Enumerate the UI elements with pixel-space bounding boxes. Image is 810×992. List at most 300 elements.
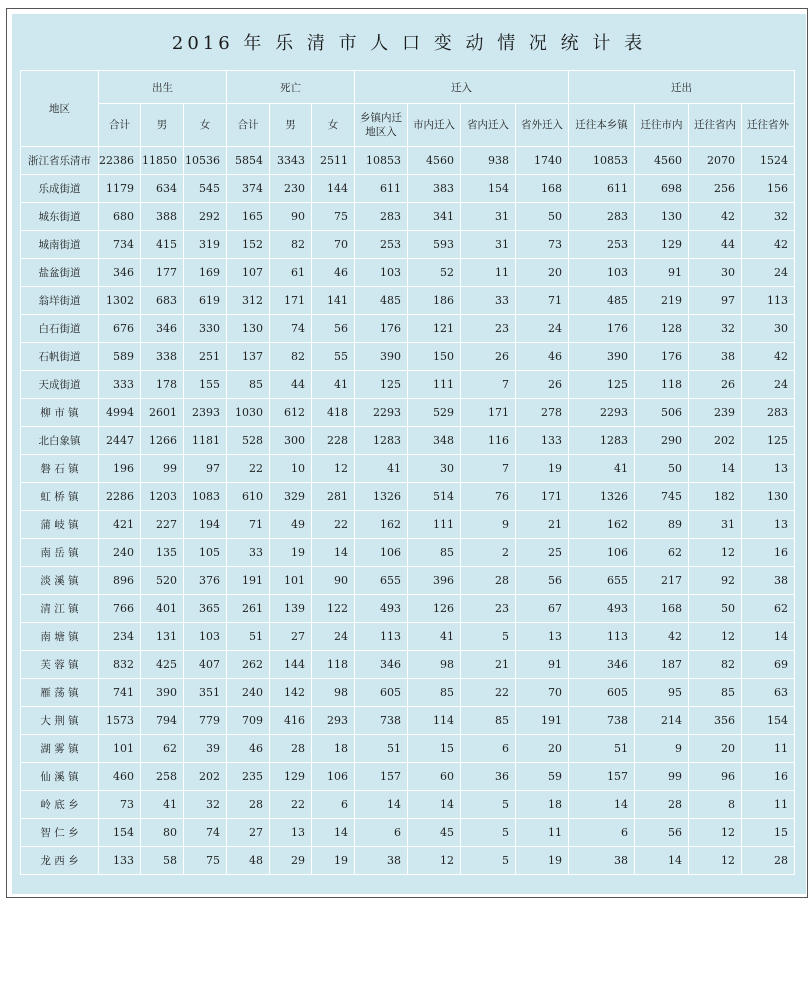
value-cell: 111 — [408, 511, 461, 539]
value-cell: 22386 — [99, 147, 141, 175]
header-in-province: 省内迁入 — [461, 104, 516, 147]
header-moved-out: 迁出 — [569, 71, 795, 104]
value-cell: 62 — [635, 539, 689, 567]
table-row — [21, 427, 795, 455]
region-cell: 盐盆街道 — [21, 259, 99, 287]
region-cell: 天成街道 — [21, 371, 99, 399]
value-cell: 31 — [461, 203, 516, 231]
value-cell: 239 — [689, 399, 742, 427]
value-cell: 27 — [227, 819, 270, 847]
value-cell: 118 — [635, 371, 689, 399]
value-cell: 202 — [184, 763, 227, 791]
value-cell: 56 — [635, 819, 689, 847]
value-cell: 92 — [689, 567, 742, 595]
value-cell: 19 — [516, 455, 569, 483]
table-row — [21, 539, 795, 567]
value-cell: 1326 — [569, 483, 635, 511]
value-cell: 698 — [635, 175, 689, 203]
value-cell: 42 — [742, 343, 795, 371]
value-cell: 156 — [742, 175, 795, 203]
header-births-male: 男 — [141, 104, 184, 147]
region-cell: 南 塘 镇 — [21, 623, 99, 651]
region-cell: 岭 底 乡 — [21, 791, 99, 819]
value-cell: 24 — [742, 371, 795, 399]
value-cell: 69 — [742, 651, 795, 679]
value-cell: 19 — [312, 847, 355, 875]
table-row — [21, 483, 795, 511]
value-cell: 1030 — [227, 399, 270, 427]
value-cell: 6 — [355, 819, 408, 847]
value-cell: 20 — [516, 735, 569, 763]
value-cell: 351 — [184, 679, 227, 707]
value-cell: 25 — [516, 539, 569, 567]
value-cell: 676 — [99, 315, 141, 343]
value-cell: 131 — [141, 623, 184, 651]
value-cell: 122 — [312, 595, 355, 623]
value-cell: 346 — [141, 315, 184, 343]
region-cell: 磐 石 镇 — [21, 455, 99, 483]
value-cell: 292 — [184, 203, 227, 231]
value-cell: 258 — [141, 763, 184, 791]
value-cell: 3343 — [270, 147, 312, 175]
value-cell: 528 — [227, 427, 270, 455]
value-cell: 142 — [270, 679, 312, 707]
value-cell: 28 — [635, 791, 689, 819]
value-cell: 4560 — [635, 147, 689, 175]
value-cell: 356 — [689, 707, 742, 735]
value-cell: 383 — [408, 175, 461, 203]
value-cell: 766 — [99, 595, 141, 623]
value-cell: 219 — [635, 287, 689, 315]
header-deaths: 死亡 — [227, 71, 355, 104]
value-cell: 44 — [689, 231, 742, 259]
value-cell: 46 — [312, 259, 355, 287]
value-cell: 738 — [355, 707, 408, 735]
value-cell: 634 — [141, 175, 184, 203]
value-cell: 938 — [461, 147, 516, 175]
value-cell: 73 — [99, 791, 141, 819]
value-cell: 31 — [689, 511, 742, 539]
table-row — [21, 763, 795, 791]
value-cell: 374 — [227, 175, 270, 203]
value-cell: 1283 — [355, 427, 408, 455]
value-cell: 14 — [312, 819, 355, 847]
value-cell: 460 — [99, 763, 141, 791]
value-cell: 26 — [689, 371, 742, 399]
value-cell: 22 — [270, 791, 312, 819]
value-cell: 129 — [635, 231, 689, 259]
value-cell: 139 — [270, 595, 312, 623]
value-cell: 129 — [270, 763, 312, 791]
value-cell: 1573 — [99, 707, 141, 735]
value-cell: 1524 — [742, 147, 795, 175]
value-cell: 1179 — [99, 175, 141, 203]
value-cell: 32 — [689, 315, 742, 343]
value-cell: 191 — [516, 707, 569, 735]
value-cell: 71 — [227, 511, 270, 539]
value-cell: 101 — [99, 735, 141, 763]
value-cell: 91 — [516, 651, 569, 679]
value-cell: 5 — [461, 819, 516, 847]
value-cell: 21 — [461, 651, 516, 679]
value-cell: 157 — [355, 763, 408, 791]
value-cell: 26 — [516, 371, 569, 399]
value-cell: 24 — [312, 623, 355, 651]
value-cell: 13 — [516, 623, 569, 651]
value-cell: 75 — [184, 847, 227, 875]
table-row — [21, 315, 795, 343]
value-cell: 396 — [408, 567, 461, 595]
value-cell: 418 — [312, 399, 355, 427]
value-cell: 256 — [689, 175, 742, 203]
value-cell: 12 — [312, 455, 355, 483]
value-cell: 5 — [461, 623, 516, 651]
value-cell: 38 — [689, 343, 742, 371]
region-cell: 乐成街道 — [21, 175, 99, 203]
value-cell: 19 — [516, 847, 569, 875]
value-cell: 41 — [141, 791, 184, 819]
table-row — [21, 455, 795, 483]
value-cell: 605 — [569, 679, 635, 707]
value-cell: 235 — [227, 763, 270, 791]
value-cell: 133 — [516, 427, 569, 455]
table-row — [21, 231, 795, 259]
value-cell: 118 — [312, 651, 355, 679]
value-cell: 76 — [461, 483, 516, 511]
value-cell: 178 — [141, 371, 184, 399]
value-cell: 2511 — [312, 147, 355, 175]
value-cell: 23 — [461, 595, 516, 623]
value-cell: 14 — [312, 539, 355, 567]
header-deaths-total: 合计 — [227, 104, 270, 147]
value-cell: 22 — [227, 455, 270, 483]
value-cell: 214 — [635, 707, 689, 735]
value-cell: 240 — [227, 679, 270, 707]
value-cell: 11 — [742, 735, 795, 763]
value-cell: 171 — [461, 399, 516, 427]
value-cell: 12 — [689, 623, 742, 651]
value-cell: 485 — [355, 287, 408, 315]
value-cell: 619 — [184, 287, 227, 315]
header-in-city: 市内迁入 — [408, 104, 461, 147]
table-row — [21, 623, 795, 651]
value-cell: 46 — [227, 735, 270, 763]
value-cell: 493 — [355, 595, 408, 623]
table-row — [21, 371, 795, 399]
value-cell: 98 — [408, 651, 461, 679]
region-cell: 雁 荡 镇 — [21, 679, 99, 707]
region-cell: 淡 溪 镇 — [21, 567, 99, 595]
value-cell: 176 — [569, 315, 635, 343]
value-cell: 95 — [635, 679, 689, 707]
value-cell: 196 — [99, 455, 141, 483]
value-cell: 300 — [270, 427, 312, 455]
value-cell: 14 — [689, 455, 742, 483]
value-cell: 80 — [141, 819, 184, 847]
value-cell: 401 — [141, 595, 184, 623]
value-cell: 390 — [141, 679, 184, 707]
value-cell: 10536 — [184, 147, 227, 175]
value-cell: 611 — [569, 175, 635, 203]
value-cell: 1203 — [141, 483, 184, 511]
value-cell: 319 — [184, 231, 227, 259]
header-births-total: 合计 — [99, 104, 141, 147]
value-cell: 194 — [184, 511, 227, 539]
value-cell: 655 — [569, 567, 635, 595]
value-cell: 18 — [516, 791, 569, 819]
value-cell: 10853 — [355, 147, 408, 175]
value-cell: 11 — [516, 819, 569, 847]
value-cell: 141 — [312, 287, 355, 315]
value-cell: 177 — [141, 259, 184, 287]
value-cell: 152 — [227, 231, 270, 259]
value-cell: 85 — [461, 707, 516, 735]
region-cell: 浙江省乐清市 — [21, 147, 99, 175]
value-cell: 2293 — [355, 399, 408, 427]
value-cell: 62 — [742, 595, 795, 623]
value-cell: 745 — [635, 483, 689, 511]
value-cell: 2 — [461, 539, 516, 567]
value-cell: 90 — [270, 203, 312, 231]
value-cell: 15 — [742, 819, 795, 847]
population-change-table — [20, 70, 795, 875]
value-cell: 48 — [227, 847, 270, 875]
value-cell: 253 — [355, 231, 408, 259]
value-cell: 283 — [569, 203, 635, 231]
table-row — [21, 203, 795, 231]
value-cell: 7 — [461, 455, 516, 483]
value-cell: 155 — [184, 371, 227, 399]
value-cell: 281 — [312, 483, 355, 511]
value-cell: 9 — [635, 735, 689, 763]
header-out-city: 迁往市内 — [635, 104, 689, 147]
value-cell: 41 — [408, 623, 461, 651]
value-cell: 8 — [689, 791, 742, 819]
value-cell: 262 — [227, 651, 270, 679]
value-cell: 293 — [312, 707, 355, 735]
value-cell: 709 — [227, 707, 270, 735]
value-cell: 39 — [184, 735, 227, 763]
value-cell: 18 — [312, 735, 355, 763]
value-cell: 493 — [569, 595, 635, 623]
value-cell: 2286 — [99, 483, 141, 511]
value-cell: 45 — [408, 819, 461, 847]
value-cell: 42 — [635, 623, 689, 651]
value-cell: 23 — [461, 315, 516, 343]
value-cell: 9 — [461, 511, 516, 539]
page-title: 2016 年 乐 清 市 人 口 变 动 情 况 统 计 表 — [171, 33, 647, 54]
value-cell: 113 — [355, 623, 408, 651]
value-cell: 50 — [689, 595, 742, 623]
value-cell: 63 — [742, 679, 795, 707]
value-cell: 605 — [355, 679, 408, 707]
table-row — [21, 343, 795, 371]
value-cell: 60 — [408, 763, 461, 791]
value-cell: 85 — [689, 679, 742, 707]
region-cell: 仙 溪 镇 — [21, 763, 99, 791]
value-cell: 251 — [184, 343, 227, 371]
value-cell: 168 — [516, 175, 569, 203]
value-cell: 106 — [355, 539, 408, 567]
value-cell: 230 — [270, 175, 312, 203]
value-cell: 14 — [635, 847, 689, 875]
value-cell: 290 — [635, 427, 689, 455]
value-cell: 74 — [270, 315, 312, 343]
value-cell: 261 — [227, 595, 270, 623]
value-cell: 67 — [516, 595, 569, 623]
value-cell: 51 — [227, 623, 270, 651]
value-cell: 529 — [408, 399, 461, 427]
value-cell: 6 — [569, 819, 635, 847]
value-cell: 2447 — [99, 427, 141, 455]
value-cell: 46 — [516, 343, 569, 371]
value-cell: 133 — [99, 847, 141, 875]
header-region: 地区 — [21, 71, 99, 147]
value-cell: 125 — [355, 371, 408, 399]
value-cell: 520 — [141, 567, 184, 595]
region-cell: 柳 市 镇 — [21, 399, 99, 427]
value-cell: 312 — [227, 287, 270, 315]
value-cell: 59 — [516, 763, 569, 791]
value-cell: 98 — [312, 679, 355, 707]
value-cell: 741 — [99, 679, 141, 707]
value-cell: 346 — [355, 651, 408, 679]
value-cell: 28 — [461, 567, 516, 595]
value-cell: 376 — [184, 567, 227, 595]
header-births-female: 女 — [184, 104, 227, 147]
value-cell: 154 — [99, 819, 141, 847]
value-cell: 20 — [516, 259, 569, 287]
value-cell: 42 — [742, 231, 795, 259]
value-cell: 125 — [569, 371, 635, 399]
value-cell: 7 — [461, 371, 516, 399]
value-cell: 338 — [141, 343, 184, 371]
value-cell: 130 — [742, 483, 795, 511]
value-cell: 217 — [635, 567, 689, 595]
value-cell: 416 — [270, 707, 312, 735]
table-row — [21, 595, 795, 623]
value-cell: 154 — [742, 707, 795, 735]
value-cell: 12 — [689, 539, 742, 567]
value-cell: 28 — [270, 735, 312, 763]
value-cell: 150 — [408, 343, 461, 371]
value-cell: 589 — [99, 343, 141, 371]
region-cell: 芙 蓉 镇 — [21, 651, 99, 679]
value-cell: 14 — [569, 791, 635, 819]
value-cell: 16 — [742, 763, 795, 791]
header-row-groups — [21, 71, 795, 104]
value-cell: 74 — [184, 819, 227, 847]
value-cell: 32 — [742, 203, 795, 231]
value-cell: 33 — [461, 287, 516, 315]
value-cell: 611 — [355, 175, 408, 203]
header-out-township: 迁往本乡镇 — [569, 104, 635, 147]
value-cell: 234 — [99, 623, 141, 651]
value-cell: 5 — [461, 791, 516, 819]
region-cell: 石帆街道 — [21, 343, 99, 371]
value-cell: 106 — [569, 539, 635, 567]
value-cell: 137 — [227, 343, 270, 371]
value-cell: 168 — [635, 595, 689, 623]
value-cell: 58 — [141, 847, 184, 875]
value-cell: 2393 — [184, 399, 227, 427]
value-cell: 13 — [742, 511, 795, 539]
value-cell: 655 — [355, 567, 408, 595]
value-cell: 346 — [569, 651, 635, 679]
value-cell: 610 — [227, 483, 270, 511]
region-cell: 大 荆 镇 — [21, 707, 99, 735]
value-cell: 896 — [99, 567, 141, 595]
region-cell: 白石街道 — [21, 315, 99, 343]
value-cell: 82 — [270, 231, 312, 259]
region-cell: 智 仁 乡 — [21, 819, 99, 847]
table-row — [21, 287, 795, 315]
header-births: 出生 — [99, 71, 227, 104]
value-cell: 545 — [184, 175, 227, 203]
value-cell: 346 — [99, 259, 141, 287]
value-cell: 365 — [184, 595, 227, 623]
header-in-outside: 省外迁入 — [516, 104, 569, 147]
value-cell: 407 — [184, 651, 227, 679]
value-cell: 31 — [461, 231, 516, 259]
value-cell: 85 — [408, 679, 461, 707]
value-cell: 22 — [312, 511, 355, 539]
value-cell: 154 — [461, 175, 516, 203]
table-row — [21, 511, 795, 539]
value-cell: 111 — [408, 371, 461, 399]
value-cell: 30 — [408, 455, 461, 483]
table-header — [21, 71, 795, 147]
value-cell: 14 — [742, 623, 795, 651]
value-cell: 253 — [569, 231, 635, 259]
value-cell: 121 — [408, 315, 461, 343]
value-cell: 71 — [516, 287, 569, 315]
table-row — [21, 707, 795, 735]
value-cell: 103 — [569, 259, 635, 287]
value-cell: 113 — [569, 623, 635, 651]
value-cell: 82 — [270, 343, 312, 371]
value-cell: 202 — [689, 427, 742, 455]
value-cell: 4560 — [408, 147, 461, 175]
table-panel — [12, 14, 806, 894]
value-cell: 99 — [141, 455, 184, 483]
table-row — [21, 735, 795, 763]
value-cell: 421 — [99, 511, 141, 539]
value-cell: 16 — [742, 539, 795, 567]
value-cell: 38 — [742, 567, 795, 595]
value-cell: 42 — [689, 203, 742, 231]
value-cell: 171 — [516, 483, 569, 511]
value-cell: 1326 — [355, 483, 408, 511]
value-cell: 56 — [312, 315, 355, 343]
value-cell: 593 — [408, 231, 461, 259]
value-cell: 779 — [184, 707, 227, 735]
value-cell: 135 — [141, 539, 184, 567]
value-cell: 2070 — [689, 147, 742, 175]
header-out-province: 迁往省内 — [689, 104, 742, 147]
value-cell: 44 — [270, 371, 312, 399]
table-row — [21, 819, 795, 847]
value-cell: 6 — [461, 735, 516, 763]
value-cell: 162 — [355, 511, 408, 539]
value-cell: 125 — [742, 427, 795, 455]
value-cell: 21 — [516, 511, 569, 539]
value-cell: 82 — [689, 651, 742, 679]
header-out-outside: 迁往省外 — [742, 104, 795, 147]
value-cell: 30 — [689, 259, 742, 287]
value-cell: 191 — [227, 567, 270, 595]
value-cell: 114 — [408, 707, 461, 735]
